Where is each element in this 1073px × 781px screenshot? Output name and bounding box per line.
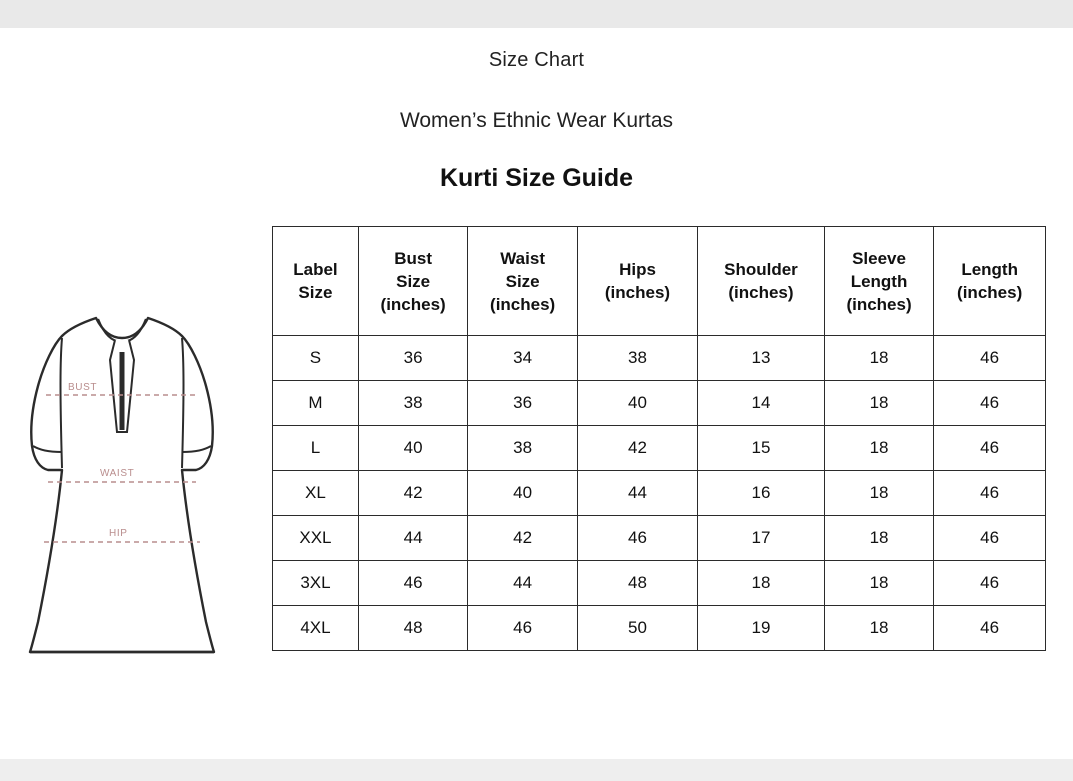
cell-shoulder: 18 xyxy=(698,561,825,606)
cell-length: 46 xyxy=(934,606,1046,651)
cell-label-size: 4XL xyxy=(273,606,359,651)
cell-shoulder: 17 xyxy=(698,516,825,561)
title-block xyxy=(0,46,1073,194)
table-row xyxy=(273,606,1046,651)
size-table-wrap xyxy=(272,226,1046,651)
cell-bust: 38 xyxy=(358,381,468,426)
cell-hips: 38 xyxy=(577,336,697,381)
table-row xyxy=(273,561,1046,606)
cell-waist: 36 xyxy=(468,381,578,426)
column-header-label-size: Label Size xyxy=(273,227,359,336)
cell-sleeve-length: 18 xyxy=(824,381,934,426)
cell-shoulder: 13 xyxy=(698,336,825,381)
cell-length: 46 xyxy=(934,426,1046,471)
column-header-length: Length (inches) xyxy=(934,227,1046,336)
section-title: Kurti Size Guide xyxy=(439,164,634,192)
cell-hips: 44 xyxy=(577,471,697,516)
cell-label-size: S xyxy=(273,336,359,381)
cell-bust: 44 xyxy=(358,516,468,561)
table-row xyxy=(273,381,1046,426)
cell-length: 46 xyxy=(934,516,1046,561)
cell-shoulder: 14 xyxy=(698,381,825,426)
cell-label-size: XL xyxy=(273,471,359,516)
cell-waist: 40 xyxy=(468,471,578,516)
scan-edge-bottom xyxy=(0,759,1073,781)
cell-hips: 48 xyxy=(577,561,697,606)
cell-label-size: M xyxy=(273,381,359,426)
cell-hips: 40 xyxy=(577,381,697,426)
kurti-outline-svg xyxy=(18,300,248,670)
cell-waist: 46 xyxy=(468,606,578,651)
column-header-shoulder: Shoulder (inches) xyxy=(698,227,825,336)
cell-sleeve-length: 18 xyxy=(824,561,934,606)
cell-bust: 42 xyxy=(358,471,468,516)
cell-sleeve-length: 18 xyxy=(824,606,934,651)
column-header-hips: Hips (inches) xyxy=(577,227,697,336)
table-header-row xyxy=(273,227,1046,336)
size-table xyxy=(272,226,1046,651)
cell-shoulder: 19 xyxy=(698,606,825,651)
table-row xyxy=(273,336,1046,381)
cell-shoulder: 16 xyxy=(698,471,825,516)
column-header-sleeve-length: Sleeve Length (inches) xyxy=(824,227,934,336)
cell-bust: 48 xyxy=(358,606,468,651)
kurti-illustration xyxy=(18,300,248,670)
cell-bust: 40 xyxy=(358,426,468,471)
page-title: Size Chart xyxy=(488,49,585,71)
table-head xyxy=(273,227,1046,336)
column-header-bust-size: Bust Size (inches) xyxy=(358,227,468,336)
cell-sleeve-length: 18 xyxy=(824,516,934,561)
cell-length: 46 xyxy=(934,336,1046,381)
column-header-waist-size: Waist Size (inches) xyxy=(468,227,578,336)
cell-hips: 42 xyxy=(577,426,697,471)
cell-waist: 42 xyxy=(468,516,578,561)
table-row xyxy=(273,516,1046,561)
cell-waist: 38 xyxy=(468,426,578,471)
page-subtitle: Women’s Ethnic Wear Kurtas xyxy=(399,109,674,132)
table-row xyxy=(273,426,1046,471)
cell-bust: 36 xyxy=(358,336,468,381)
cell-hips: 46 xyxy=(577,516,697,561)
cell-length: 46 xyxy=(934,561,1046,606)
cell-sleeve-length: 18 xyxy=(824,471,934,516)
cell-length: 46 xyxy=(934,381,1046,426)
cell-label-size: 3XL xyxy=(273,561,359,606)
table-row xyxy=(273,471,1046,516)
cell-waist: 44 xyxy=(468,561,578,606)
cell-sleeve-length: 18 xyxy=(824,426,934,471)
hip-measure-label: HIP xyxy=(109,528,128,539)
cell-hips: 50 xyxy=(577,606,697,651)
cell-sleeve-length: 18 xyxy=(824,336,934,381)
waist-measure-label: WAIST xyxy=(100,468,135,479)
cell-label-size: XXL xyxy=(273,516,359,561)
cell-shoulder: 15 xyxy=(698,426,825,471)
scan-edge-top xyxy=(0,0,1073,28)
bust-measure-label: BUST xyxy=(68,382,98,393)
cell-bust: 46 xyxy=(358,561,468,606)
table-body xyxy=(273,336,1046,651)
cell-length: 46 xyxy=(934,471,1046,516)
cell-label-size: L xyxy=(273,426,359,471)
cell-waist: 34 xyxy=(468,336,578,381)
